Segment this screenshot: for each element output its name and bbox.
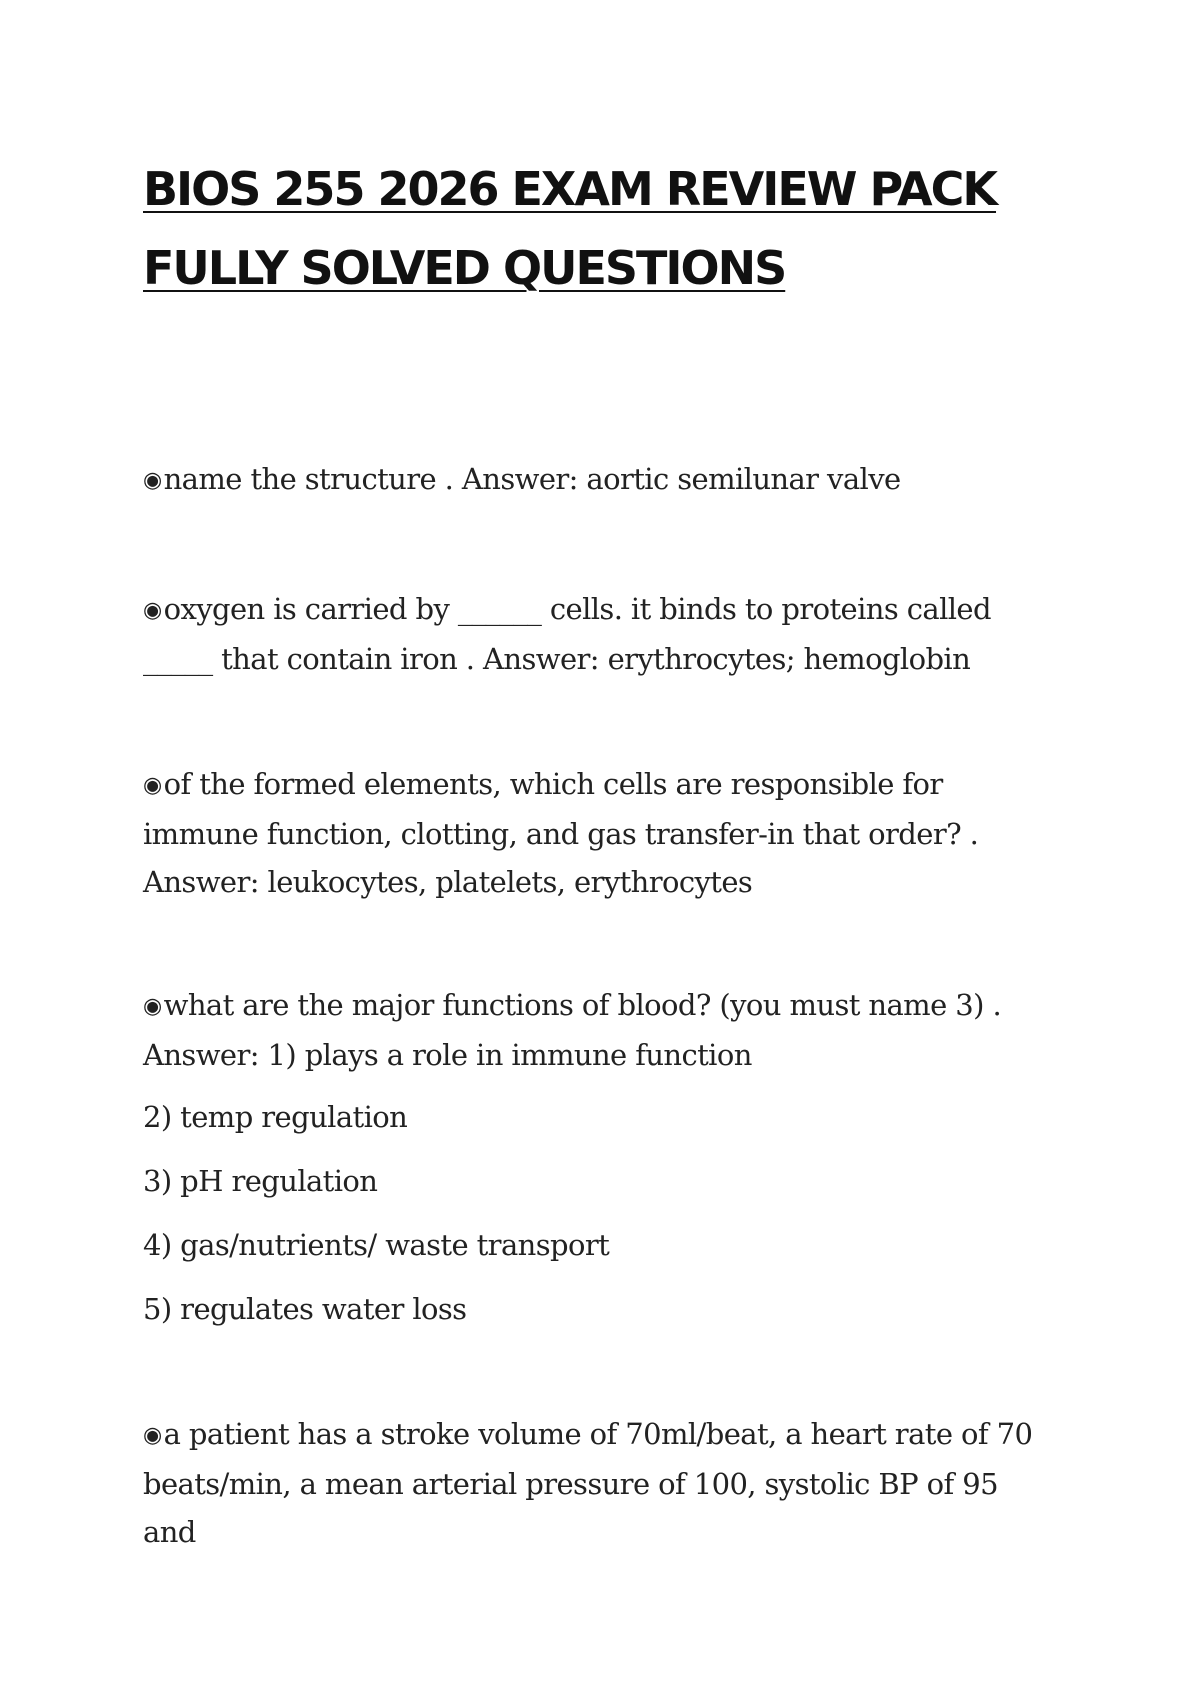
blood-function-4: 4) gas/nutrients/ waste transport — [143, 1228, 610, 1262]
qa-text: what are the major functions of blood? (you must name 3) . Answer: 1) plays a role in immune function — [143, 988, 1002, 1072]
qa-text: a patient has a stroke volume of 70ml/beat, a heart rate of 70 beats/min, a mean arterial pressure of 100, systolic BP of 95 and — [143, 1417, 1033, 1549]
qa-text: oxygen is carried by ______ cells. it binds to proteins called _____ that contain iron . Answer: erythrocytes; hemoglobin — [143, 592, 991, 676]
question-answer-2 — [143, 585, 1043, 683]
question-answer-3 — [143, 760, 1043, 906]
question-answer-1 — [143, 455, 1043, 505]
fisheye-bullet-icon: ◉ — [143, 468, 162, 493]
document-title: BIOS 255 2026 EXAM REVIEW PACK FULLY SOLVED QUESTIONS — [143, 162, 997, 295]
qa-text: of the formed elements, which cells are responsible for immune function, clotting, and gas transfer-in that order? . Answer: leukocytes, platelets, erythrocytes — [143, 767, 979, 899]
question-answer-4 — [143, 981, 1043, 1079]
blood-function-3: 3) pH regulation — [143, 1164, 378, 1198]
fisheye-bullet-icon: ◉ — [143, 773, 162, 798]
question-answer-5 — [143, 1410, 1043, 1556]
fisheye-bullet-icon: ◉ — [143, 598, 162, 623]
qa-text: name the structure . Answer: aortic semilunar valve — [163, 462, 901, 496]
fisheye-bullet-icon: ◉ — [143, 1423, 162, 1448]
blood-function-2: 2) temp regulation — [143, 1100, 408, 1134]
blood-function-5: 5) regulates water loss — [143, 1292, 467, 1326]
fisheye-bullet-icon: ◉ — [143, 994, 162, 1019]
